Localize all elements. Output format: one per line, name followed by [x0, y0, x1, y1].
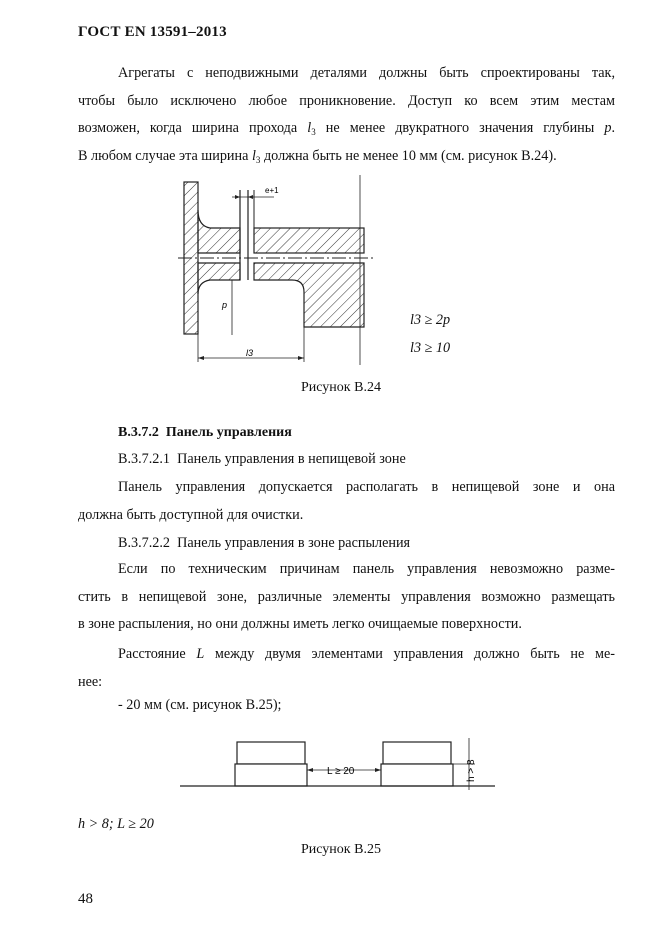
intro-line-3: возможен, когда ширина прохода $l_3$ не менее двукратного значения глубины p.	[78, 120, 615, 137]
formula-h-L: h > 8; L ≥ 20	[78, 816, 154, 832]
label-h: h > 8	[466, 759, 477, 782]
right-block-upper	[254, 228, 364, 253]
lower-left-part	[198, 263, 240, 294]
caption-figure-b25: Рисунок В.25	[301, 842, 381, 857]
label-e1: e+1	[265, 186, 279, 195]
figure-b24-drawing	[170, 170, 385, 370]
label-L: L ≥ 20	[327, 766, 355, 777]
intro-line-4: В любом случае эта ширина $l_3$ должна быть не менее 10 мм (см. рисунок В.24).	[78, 147, 557, 165]
figure-b25-drawing	[175, 730, 500, 792]
intro-line-1: Агрегаты с неподвижными деталями должны быть спроектированы так,	[118, 65, 615, 81]
section-heading: В.3.7.2 Панель управления	[118, 425, 292, 440]
intro-line-2: чтобы было исключено любое проникновение. Доступ ко всем этим местам	[78, 92, 615, 109]
control-element-right-base	[381, 764, 453, 786]
list-item-20mm: - 20 мм (см. рисунок В.25);	[118, 697, 282, 713]
control-element-right-top	[383, 742, 451, 764]
formula-l3-10: l3 ≥ 10	[410, 340, 451, 356]
distance-paragraph: Расстояние L между двумя элементами управления должно быть не ме- нее:	[78, 646, 615, 690]
subsection-2-heading: В.3.7.2.2 Панель управления в зоне распыления	[118, 535, 411, 551]
control-element-left-base	[235, 764, 307, 786]
subsection-1-paragraph: Панель управления допускается располагать в непищевой зоне и она должна быть доступной для очистки.	[78, 479, 615, 523]
upper-left-part	[198, 210, 240, 253]
control-element-left-top	[237, 742, 305, 764]
formula-l3-2p: l3 ≥ 2p	[410, 312, 451, 328]
label-l3: l3	[246, 348, 254, 358]
subsection-1-heading: В.3.7.2.1 Панель управления в непищевой зоне	[118, 451, 406, 467]
caption-figure-b24: Рисунок В.24	[301, 380, 381, 395]
document-header: ГОСТ EN 13591–2013	[78, 24, 227, 40]
page-number: 48	[78, 891, 93, 907]
right-block-lower	[254, 263, 364, 327]
subsection-2-paragraph: Если по техническим причинам панель управления невозможно разме- стить в непищевой зоне, различные элементы управления возможно размещать в зоне распыления, но они должны иметь легко очищаемые поверхности.	[78, 561, 615, 632]
intro-paragraph	[78, 60, 615, 170]
label-p: p	[222, 300, 228, 310]
